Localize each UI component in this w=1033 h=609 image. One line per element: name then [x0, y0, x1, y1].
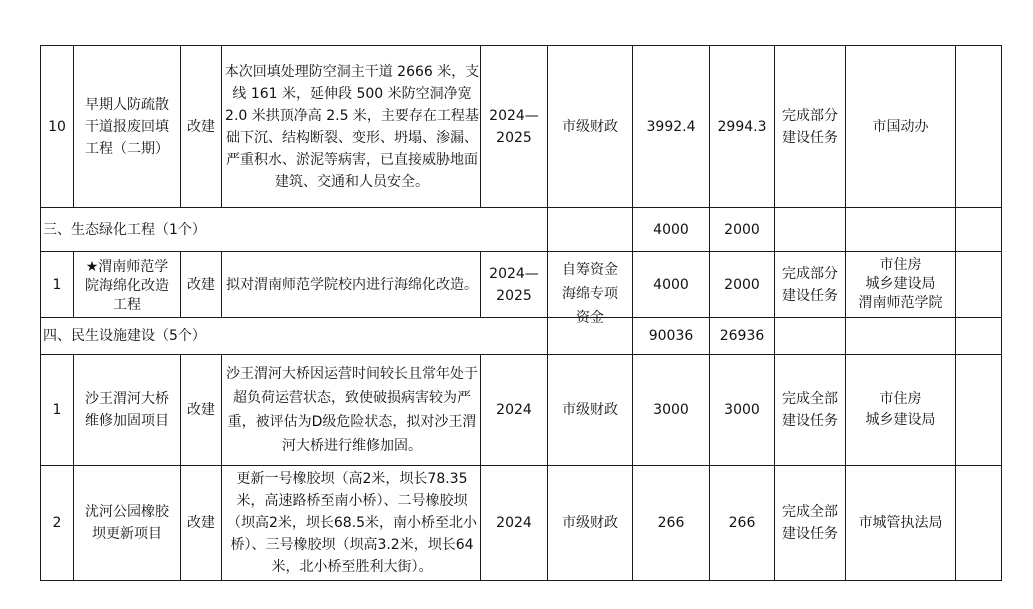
total-investment: 266 [633, 466, 710, 581]
section-total: 90036 [633, 318, 710, 355]
project-name: 沋河公园橡胶坝更新项目 [74, 466, 181, 581]
section-unit-cell [846, 208, 956, 252]
row-number: 1 [41, 252, 74, 318]
section-title: 三、生态绿化工程（1个） [41, 208, 548, 252]
responsible-unit: 市国动办 [846, 46, 956, 208]
construction-type: 改建 [181, 466, 222, 581]
annual-investment: 3000 [710, 355, 775, 466]
unit-line: 渭南师范学院 [858, 295, 943, 311]
table-row [41, 466, 1002, 581]
remarks-cell [956, 466, 1002, 581]
fund-source [548, 252, 633, 326]
fund-source: 市级财政 [548, 466, 633, 581]
project-name: 沙王渭河大桥维修加固项目 [74, 355, 181, 466]
responsible-unit [846, 355, 956, 466]
table-row [41, 252, 1002, 318]
remarks-cell [956, 355, 1002, 466]
project-content: 更新一号橡胶坝（高2米，坝长78.35米，高速路桥至南小桥）、二号橡胶坝（坝高2米，坝长68.5米，南小桥至北小桥）、三号橡胶坝（坝高3.2米，坝长64米，北小桥至胜利大街）。 [222, 466, 481, 581]
construction-type: 改建 [181, 355, 222, 466]
total-investment: 3000 [633, 355, 710, 466]
annual-investment: 2994.3 [710, 46, 775, 208]
annual-investment: 2000 [710, 252, 775, 318]
row-number: 2 [41, 466, 74, 581]
unit-line: 市住房 [879, 257, 922, 273]
fund-source-text: 自筹资金海绵专项资金 [562, 261, 618, 326]
row-number: 10 [41, 46, 74, 208]
unit-line: 城乡建设局 [865, 276, 936, 292]
responsible-unit: 市城管执法局 [846, 466, 956, 581]
section-remarks-cell [956, 318, 1002, 355]
construction-type: 改建 [181, 252, 222, 318]
project-content: 沙王渭河大桥因运营时间较长且常年处于超负荷运营状态，致使破损病害较为严重，被评估为D级危险状态，拟对沙王渭河大桥进行维修加固。 [222, 355, 481, 466]
total-investment: 3992.4 [633, 46, 710, 208]
unit-line: 城乡建设局 [865, 412, 936, 428]
section-total: 4000 [633, 208, 710, 252]
table-row [41, 355, 1002, 466]
annual-goal: 完成全部建设任务 [775, 466, 846, 581]
responsible-unit [846, 252, 956, 318]
section-unit-cell [846, 318, 956, 355]
fund-source: 市级财政 [548, 46, 633, 208]
project-table [40, 45, 1002, 581]
section-annual: 26936 [710, 318, 775, 355]
section-row [41, 208, 1002, 252]
annual-goal: 完成部分建设任务 [775, 252, 846, 318]
construction-type: 改建 [181, 46, 222, 208]
remarks-cell [956, 252, 1002, 318]
project-name: 早期人防疏散干道报废回填工程（二期） [74, 46, 181, 208]
annual-investment: 266 [710, 466, 775, 581]
total-investment: 4000 [633, 252, 710, 318]
section-goal-cell [775, 208, 846, 252]
section-fund-cell [548, 208, 633, 252]
section-goal-cell [775, 318, 846, 355]
annual-goal: 完成全部建设任务 [775, 355, 846, 466]
table-row [41, 46, 1002, 208]
project-name [74, 252, 181, 318]
section-row [41, 318, 1002, 355]
annual-goal: 完成部分建设任务 [775, 46, 846, 208]
unit-line: 市住房 [879, 391, 922, 407]
construction-period: 2024 [481, 466, 548, 581]
project-name-text: ★渭南师范学院海绵化改造工程 [85, 258, 169, 313]
project-content: 拟对渭南师范学院校内进行海绵化改造。 [222, 252, 481, 318]
section-remarks-cell [956, 208, 1002, 252]
section-title: 四、民生设施建设（5个） [41, 318, 548, 355]
construction-period: 2024—2025 [481, 252, 548, 318]
row-number: 1 [41, 355, 74, 466]
section-annual: 2000 [710, 208, 775, 252]
remarks-cell [956, 46, 1002, 208]
construction-period: 2024 [481, 355, 548, 466]
construction-period: 2024—2025 [481, 46, 548, 208]
project-content: 本次回填处理防空洞主干道 2666 米，支线 161 米，延伸段 500 米防空洞净宽 2.0 米拱顶净高 2.5 米，主要存在工程基础下沉、结构断裂、变形、坍塌、渗漏、严重积水、淤泥等病害，已直接威胁地面建筑、交通和人员安全。 [222, 46, 481, 208]
fund-source: 市级财政 [548, 355, 633, 466]
